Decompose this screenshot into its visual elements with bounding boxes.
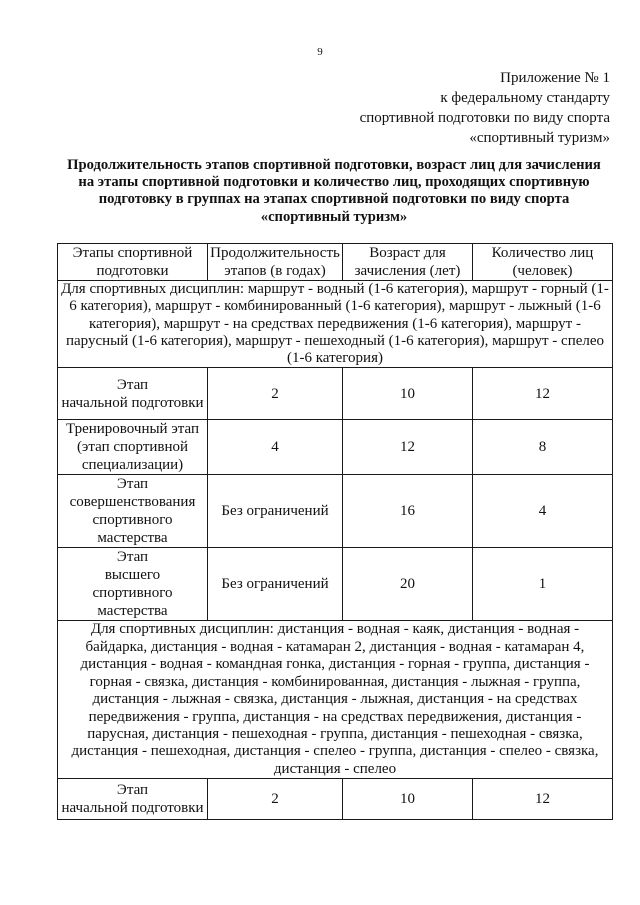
table-header-row	[58, 244, 613, 281]
stage-cell: Тренировочный этап (этап спортивной специализации)	[58, 420, 208, 475]
header-count: Количество лиц (человек)	[473, 244, 613, 281]
table-row	[58, 548, 613, 621]
title-line: «спортивный туризм»	[260, 208, 408, 225]
age-cell: 20	[343, 548, 473, 621]
title-line: подготовку в группах на этапах спортивной подготовки по виду спорта	[98, 191, 570, 208]
appendix-reference	[360, 68, 610, 148]
count-cell: 8	[473, 420, 613, 475]
discipline-group-label: Для спортивных дисциплин: дистанция - водная - каяк, дистанция - водная - байдарка, дистанция - водная - катамаран 2, дистанция - водная - катамаран 4, дистанция - водная - командная гонка, дистанция - горная - группа, дистанция - горная - связка, дистанция - комбинированная, дистанция - лыжная - группа, дистанция - лыжная - связка, дистанция - лыжная, дистанция - на средствах передвижения - группа, дистанция - на средствах передвижения, дистанция - парусная, дистанция - пешеходная - группа, дистанция - пешеходная - связка, дистанция - пешеходная, дистанция - спелео - группа, дистанция - спелео - связка, дистанция - спелео	[58, 621, 613, 779]
appendix-line: Приложение № 1	[500, 70, 610, 86]
discipline-group-row	[58, 621, 613, 779]
count-cell: 1	[473, 548, 613, 621]
discipline-group-label: Для спортивных дисциплин: маршрут - водный (1-6 категория), маршрут - горный (1-6 категория), маршрут - комбинированный (1-6 категория), маршрут - лыжный (1-6 категория), маршрут - на средствах передвижения (1-6 категория), маршрут - парусный (1-6 категория), маршрут - пешеходный (1-6 категория), маршрут - спелео (1-6 категория)	[58, 281, 613, 368]
title-line: Продолжительность этапов спортивной подготовки, возраст лиц для зачисления	[67, 157, 601, 173]
age-cell: 10	[343, 779, 473, 820]
title-line: на этапы спортивной подготовки и количество лиц, проходящих спортивную	[78, 174, 590, 191]
count-cell: 12	[473, 779, 613, 820]
count-cell: 12	[473, 368, 613, 420]
duration-cell: Без ограничений	[208, 475, 343, 548]
page-number: 9	[317, 46, 323, 58]
stage-cell: Этап начальной подготовки	[58, 779, 208, 820]
duration-cell: 2	[208, 368, 343, 420]
appendix-line: спортивной подготовки по виду спорта	[359, 110, 610, 126]
stage-cell: Этап начальной подготовки	[58, 368, 208, 420]
stage-cell: Этап высшего спортивного мастерства	[58, 548, 208, 621]
table-row	[58, 475, 613, 548]
duration-cell: Без ограничений	[208, 548, 343, 621]
duration-cell: 4	[208, 420, 343, 475]
header-stage: Этапы спортивной подготовки	[58, 244, 208, 281]
header-age: Возраст для зачисления (лет)	[343, 244, 473, 281]
document-title	[40, 157, 628, 226]
sport-stages-table	[57, 243, 613, 820]
age-cell: 12	[343, 420, 473, 475]
table-row	[58, 779, 613, 820]
discipline-group-row	[58, 281, 613, 368]
table-row	[58, 368, 613, 420]
age-cell: 10	[343, 368, 473, 420]
appendix-line: к федеральному стандарту	[440, 90, 610, 106]
count-cell: 4	[473, 475, 613, 548]
age-cell: 16	[343, 475, 473, 548]
stage-cell: Этап совершенствования спортивного мастерства	[58, 475, 208, 548]
header-duration: Продолжительность этапов (в годах)	[208, 244, 343, 281]
duration-cell: 2	[208, 779, 343, 820]
table-row	[58, 420, 613, 475]
appendix-line: «спортивный туризм»	[469, 130, 610, 146]
